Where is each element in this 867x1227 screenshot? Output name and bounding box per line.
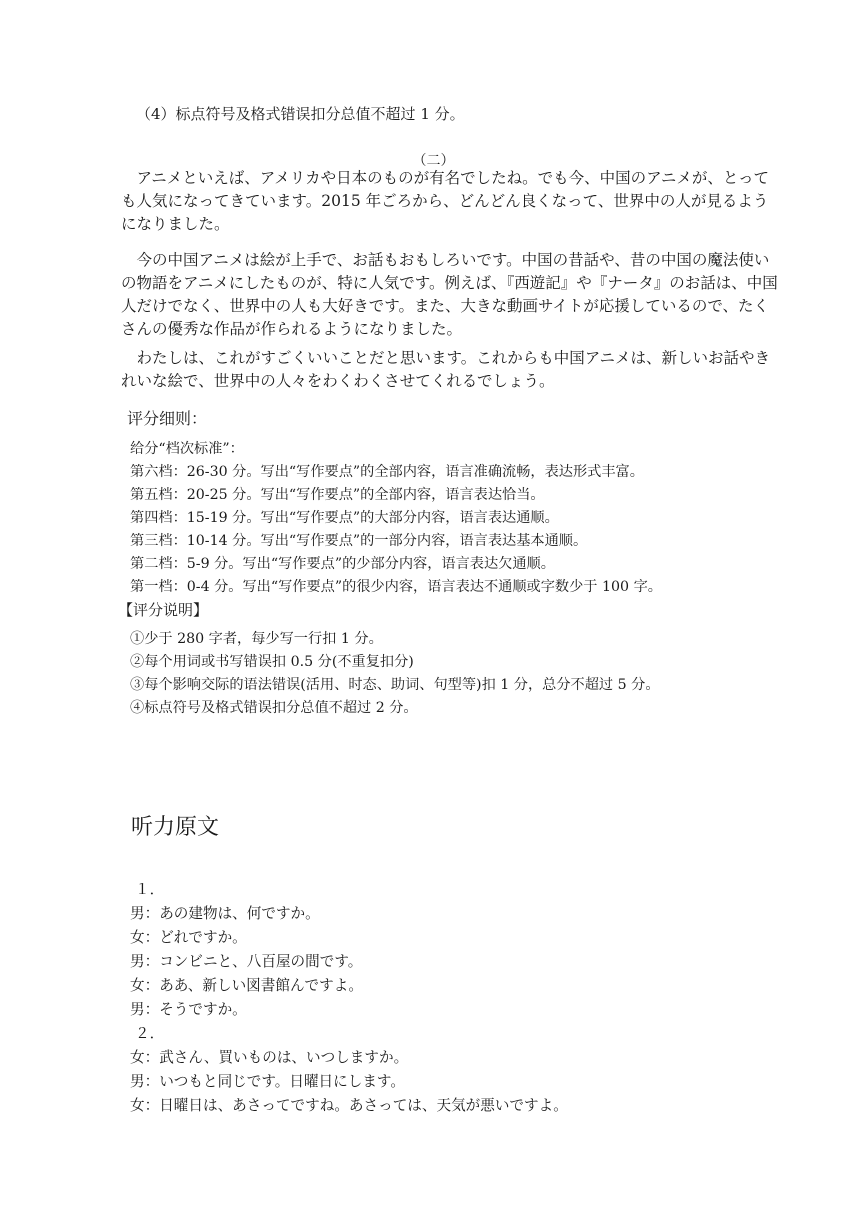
dialog-line: 女：武さん、買いものは、いつしますか。 [130, 1049, 409, 1066]
level-item: 第二档：5-9 分。写出“写作要点”的少部分内容，语言表达欠通顺。 [130, 556, 555, 572]
note-item: ①少于 280 字者，每少写一行扣 1 分。 [130, 631, 383, 647]
essay-paragraph-2: 今の中国アニメは絵が上手で、お話もおもしろいです。中国の昔話や、昔の中国の魔法使いの物語をアニメにしたものが、特に人気です。例えば、『西遊記』や『ナータ』のお話は、中国人だけでなく、世界中の人も大好きです。また、大きな動画サイトが応援しているので、たくさんの優秀な作品が作られるようになりました。 [121, 251, 778, 338]
level-item: 第五档：20-25 分。写出“写作要点”的全部内容，语言表达恰当。 [130, 487, 545, 503]
note-item: ③每个影响交际的语法错误(活用、时态、助词、句型等)扣 1 分，总分不超过 5 分。 [130, 677, 660, 693]
dialog-line: 男：そうですか。 [130, 1001, 247, 1018]
level-item: 第三档：10-14 分。写出“写作要点”的一部分内容，语言表达基本通顺。 [130, 533, 588, 549]
dialog-line: 女：ああ、新しい図書館んですよ。 [130, 977, 363, 994]
essay-paragraph-3: わたしは、これがすごくいいことだと思います。これからも中国アニメは、新しいお話やきれいな絵で、世界中の人々をわくわくさせてくれるでしょう。 [121, 349, 770, 390]
essay-paragraph-1: アニメといえば、アメリカや日本のものが有名でしたね。でも今、中国のアニメが、とっても人気になってきています。2015 年ごろから、どんどん良くなって、世界中の人が見るようになりました。 [121, 169, 770, 233]
notes-title: 【评分说明】 [118, 601, 209, 619]
dialog-line: 男：あの建物は、何ですか。 [130, 905, 320, 922]
listening-title: 听力原文 [131, 815, 220, 840]
level-item: 第四档：15-19 分。写出“写作要点”的大部分内容，语言表达通顺。 [130, 510, 559, 526]
section-title: （二） [412, 153, 455, 169]
dialog-line: 女：日曜日は、あさってですね。あさっては、天気が悪いですよ。 [130, 1097, 568, 1114]
scoring-title: 评分细则： [127, 409, 208, 428]
levels-header: 给分“档次标准”： [130, 441, 244, 457]
top-note: （4）标点符号及格式错误扣分总值不超过 1 分。 [136, 105, 465, 123]
dialog-number: ２． [135, 1025, 165, 1042]
note-item: ④标点符号及格式错误扣分总值不超过 2 分。 [130, 700, 418, 716]
dialog-line: 女：どれですか。 [130, 929, 247, 946]
note-item: ②每个用词或书写错误扣 0.5 分(不重复扣分) [130, 654, 414, 670]
dialog-number: １． [135, 881, 165, 898]
level-item: 第一档：0-4 分。写出“写作要点”的很少内容，语言表达不通顺或字数少于 100 字。 [130, 579, 662, 595]
dialog-line: 男：いつもと同じです。日曜日にします。 [130, 1073, 405, 1090]
level-item: 第六档：26-30 分。写出“写作要点”的全部内容，语言准确流畅，表达形式丰富。 [130, 464, 644, 480]
dialog-line: 男：コンビニと、八百屋の間です。 [130, 953, 363, 970]
